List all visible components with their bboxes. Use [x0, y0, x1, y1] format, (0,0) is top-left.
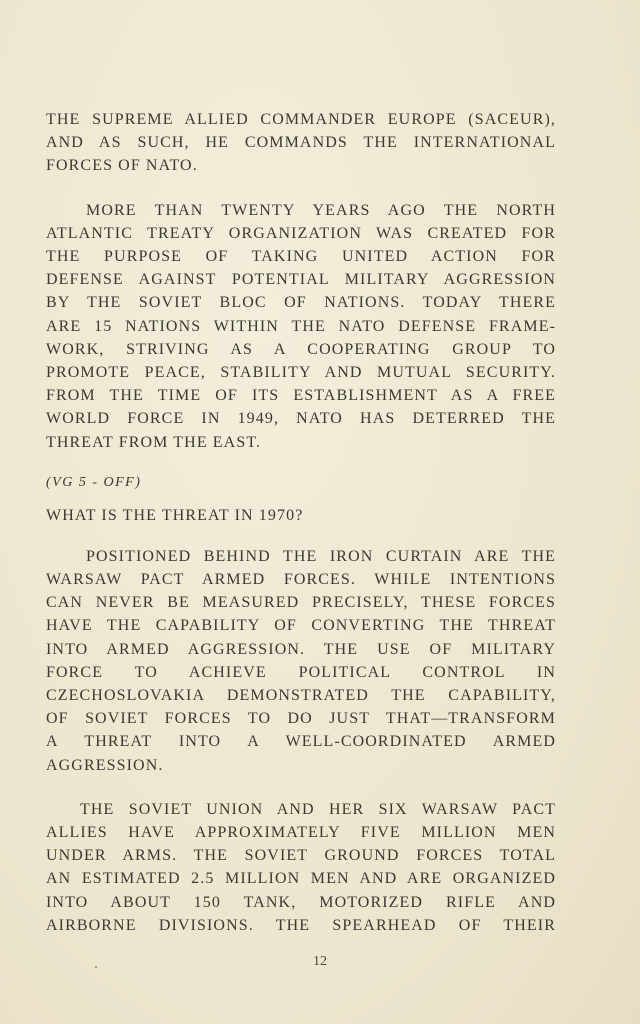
visual-cue: (VG 5 - OFF) [46, 474, 142, 490]
text-line: AN ESTIMATED 2.5 MILLION MEN AND ARE ORGANIZED [46, 870, 556, 888]
text-line: INTO ABOUT 150 TANK, MOTORIZED RIFLE AND [46, 893, 556, 911]
text-line: ALLIES HAVE APPROXIMATELY FIVE MILLION MEN [46, 824, 556, 842]
text-line: THE SUPREME ALLIED COMMANDER EUROPE (SACEUR), [46, 111, 556, 128]
text-line: DEFENSE AGAINST POTENTIAL MILITARY AGGRESSION [46, 271, 556, 289]
text-line: THE PURPOSE OF TAKING UNITED ACTION FOR [46, 248, 556, 266]
text-line: WORK, STRIVING AS A COOPERATING GROUP TO [46, 340, 556, 358]
text-line: FORCES OF NATO. [46, 157, 198, 175]
paragraph-warsaw-pact [46, 545, 556, 777]
text-line: AGGRESSION. [46, 756, 164, 774]
text-line: MORE THAN TWENTY YEARS AGO THE NORTH [86, 201, 556, 219]
text-line: CAN NEVER BE MEASURED PRECISELY, THESE FORCES [46, 594, 556, 612]
text-line: THREAT FROM THE EAST. [46, 433, 262, 451]
text-line: WORLD FORCE IN 1949, NATO HAS DETERRED THE [46, 410, 556, 428]
text-line: POSITIONED BEHIND THE IRON CURTAIN ARE THE [86, 547, 556, 565]
text-line: OF SOVIET FORCES TO DO JUST THAT—TRANSFORM [46, 710, 556, 728]
text-line: FORCE TO ACHIEVE POLITICAL CONTROL IN [46, 663, 556, 681]
text-line: WARSAW PACT ARMED FORCES. WHILE INTENTIONS [46, 571, 556, 589]
text-line: PROMOTE PEACE, STABILITY AND MUTUAL SECURITY. [46, 364, 556, 382]
text-line: CZECHOSLOVAKIA DEMONSTRATED THE CAPABILITY, [46, 687, 556, 705]
text-line: BY THE SOVIET BLOC OF NATIONS. TODAY THERE [46, 294, 556, 312]
text-line: AND AS SUCH, HE COMMANDS THE INTERNATIONAL [46, 134, 556, 152]
paragraph-nato-history [46, 199, 556, 454]
text-line: UNDER ARMS. THE SOVIET GROUND FORCES TOTAL [46, 847, 556, 865]
text-line: ARE 15 NATIONS WITHIN THE NATO DEFENSE FRAME- [46, 317, 556, 335]
document-page [46, 108, 556, 958]
text-line: HAVE THE CAPABILITY OF CONVERTING THE THREAT [46, 617, 556, 635]
text-line: ATLANTIC TREATY ORGANIZATION WAS CREATED FOR [46, 224, 556, 242]
text-line: FROM THE TIME OF ITS ESTABLISHMENT AS A FREE [46, 387, 556, 405]
page-number: 12 [313, 954, 327, 969]
paragraph-saceur [46, 108, 556, 178]
paragraph-soviet-forces [46, 798, 556, 937]
text-line: A THREAT INTO A WELL-COORDINATED ARMED [46, 733, 556, 751]
text-line: AIRBORNE DIVISIONS. THE SPEARHEAD OF THEIR [46, 916, 556, 934]
section-heading: WHAT IS THE THREAT IN 1970? [46, 506, 304, 524]
text-line: THE SOVIET UNION AND HER SIX WARSAW PACT [80, 800, 556, 818]
text-line: INTO ARMED AGGRESSION. THE USE OF MILITARY [46, 640, 556, 658]
